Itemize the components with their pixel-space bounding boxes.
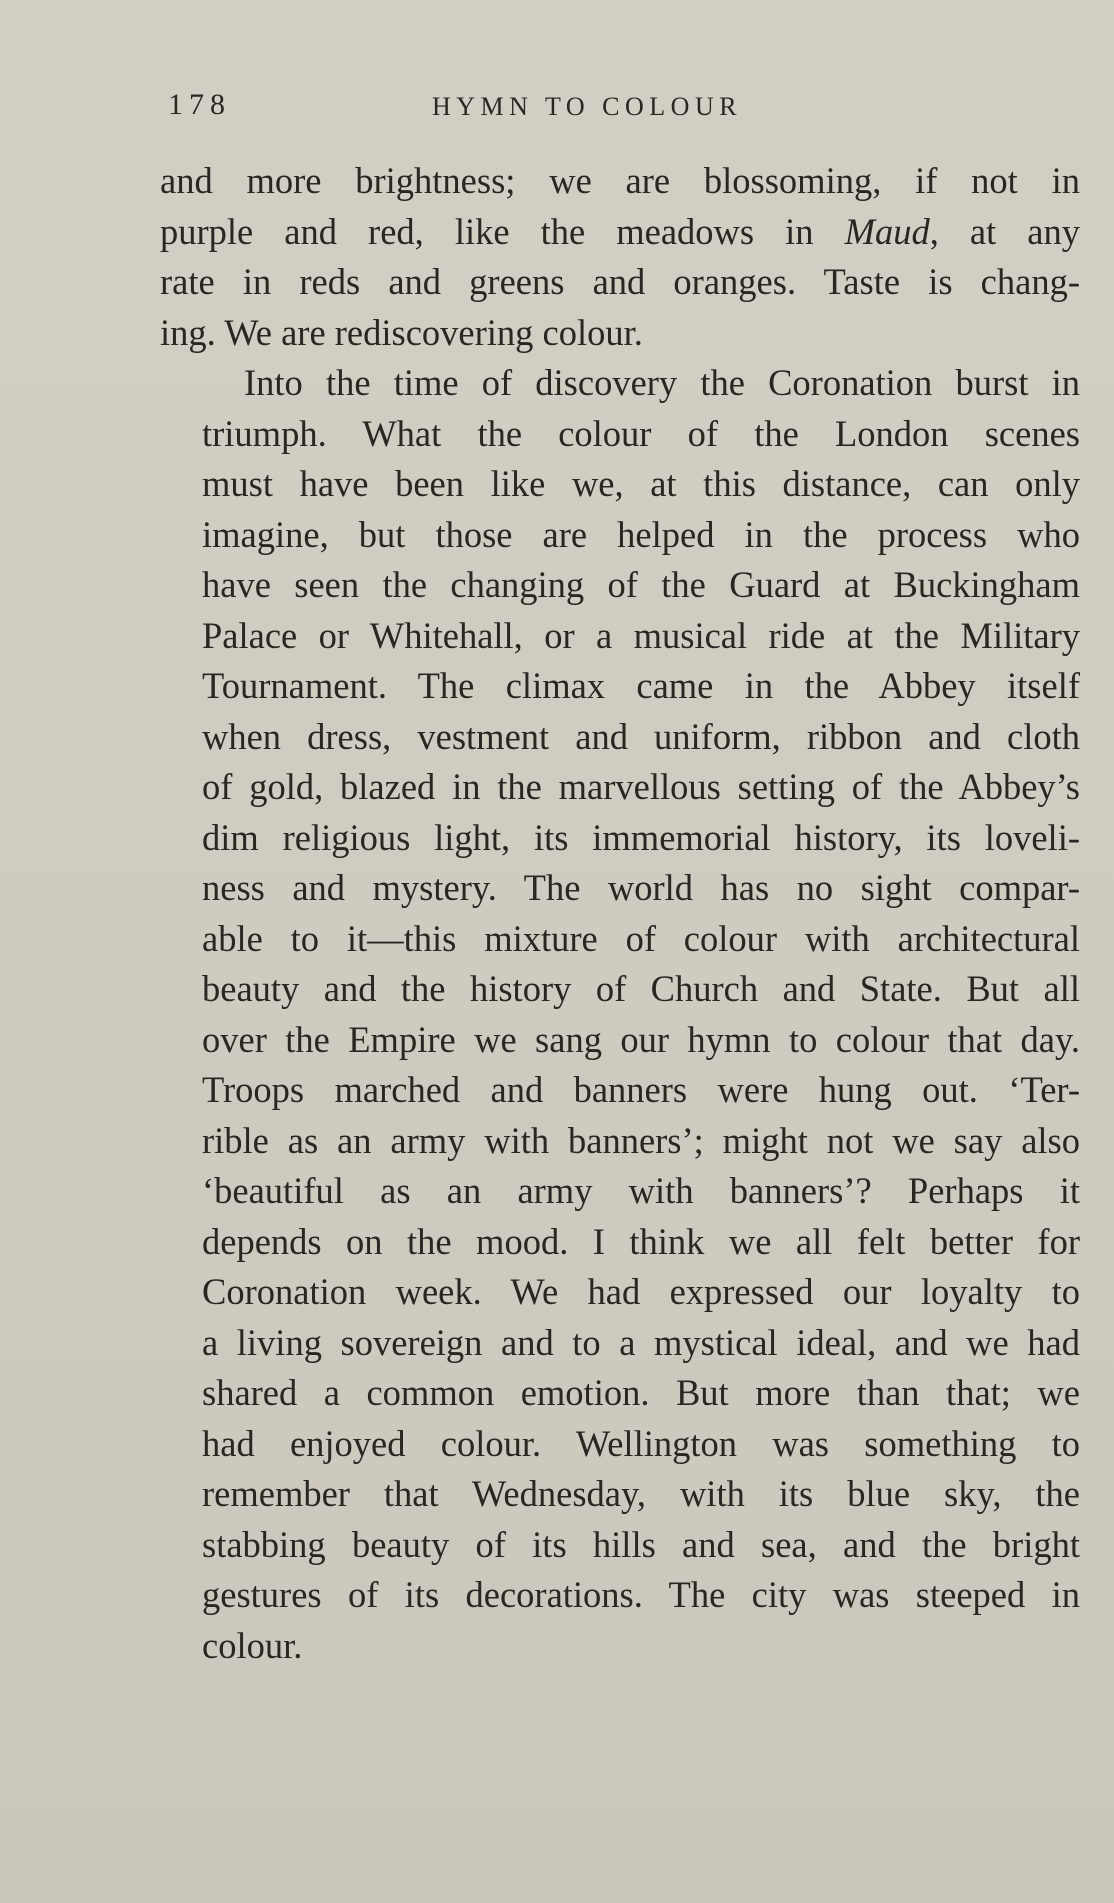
text-line — [160, 1621, 1080, 1672]
text-line — [160, 459, 1080, 510]
text-run: purple and red, like the meadows in — [160, 210, 845, 252]
text-run: of gold, blazed in the marvellous setting of the Abbey’s — [202, 766, 1080, 807]
text-line — [160, 661, 1080, 712]
text-line — [160, 409, 1080, 460]
text-run: able to it—this mixture of colour with architectural — [202, 917, 1080, 959]
paragraph — [160, 358, 1080, 1671]
text-run: beauty and the history of Church and State. But all — [202, 968, 1080, 1009]
text-run: Coronation week. We had expressed our loyalty to — [202, 1271, 1080, 1312]
text-run: colour. — [202, 1624, 303, 1666]
text-run: have seen the changing of the Guard at Buckingham — [202, 564, 1080, 605]
text-line — [160, 1520, 1080, 1571]
running-title: HYMN TO COLOUR — [432, 92, 743, 121]
text-run: had enjoyed colour. Wellington was something to — [202, 1422, 1080, 1464]
text-run: dim religious light, its immemorial history, its loveli- — [202, 816, 1080, 858]
text-run: must have been like we, at this distance, can only — [202, 463, 1080, 504]
text-line — [160, 1015, 1080, 1066]
text-run: rate in reds and greens and oranges. Taste is chang- — [160, 261, 1080, 302]
text-run: ing. We are rediscovering colour. — [160, 311, 643, 353]
text-run: Palace or Whitehall, or a musical ride at the Military — [202, 614, 1080, 656]
text-run: over the Empire we sang our hymn to colour that day. — [202, 1018, 1080, 1060]
body-text — [160, 156, 1080, 1671]
text-run: rible as an army with banners’; might not we say also — [202, 1119, 1080, 1161]
text-line — [160, 611, 1080, 662]
text-line — [160, 1166, 1080, 1217]
text-run: triumph. What the colour of the London scenes — [202, 412, 1080, 454]
text-run: stabbing beauty of its hills and sea, and the bright — [202, 1523, 1080, 1565]
text-run: depends on the mood. I think we all felt better for — [202, 1220, 1080, 1262]
text-line — [160, 1065, 1080, 1116]
text-line — [160, 1570, 1080, 1621]
text-line — [160, 762, 1080, 813]
text-line — [160, 1318, 1080, 1369]
text-run: and more brightness; we are blossoming, if not in — [160, 160, 1080, 201]
text-line — [160, 156, 1080, 207]
text-run: Into the time of discovery the Coronation burst in — [244, 362, 1080, 403]
running-head — [160, 88, 1080, 128]
text-line — [160, 964, 1080, 1015]
text-run: ‘beautiful as an army with banners’? Perhaps it — [202, 1170, 1080, 1211]
text-line — [160, 1469, 1080, 1520]
text-line — [160, 712, 1080, 763]
italic-title: Maud — [844, 210, 930, 252]
text-run: shared a common emotion. But more than that; we — [202, 1372, 1080, 1413]
text-run: imagine, but those are helped in the process who — [202, 513, 1080, 555]
text-line — [160, 1267, 1080, 1318]
text-line — [160, 1217, 1080, 1268]
text-line — [160, 207, 1080, 258]
text-run: remember that Wednesday, with its blue sky, the — [202, 1473, 1080, 1514]
text-run: ness and mystery. The world has no sight compar- — [202, 867, 1080, 908]
text-run: when dress, vestment and uniform, ribbon and cloth — [202, 715, 1080, 757]
text-line — [160, 308, 1080, 359]
text-run: Troops marched and banners were hung out. ‘Ter- — [202, 1069, 1080, 1110]
page-number: 178 — [168, 88, 231, 121]
text-line — [160, 1419, 1080, 1470]
text-line — [160, 560, 1080, 611]
text-line — [160, 1368, 1080, 1419]
text-line — [160, 358, 1080, 409]
text-line — [160, 510, 1080, 561]
paragraph — [160, 156, 1080, 358]
text-run: , at any — [929, 210, 1080, 252]
text-line — [160, 813, 1080, 864]
text-line — [160, 1116, 1080, 1167]
text-line — [160, 257, 1080, 308]
text-run: a living sovereign and to a mystical ideal, and we had — [202, 1321, 1080, 1363]
text-run: Tournament. The climax came in the Abbey itself — [202, 665, 1080, 706]
text-line — [160, 863, 1080, 914]
text-line — [160, 914, 1080, 965]
text-run: gestures of its decorations. The city was steeped in — [202, 1574, 1080, 1615]
